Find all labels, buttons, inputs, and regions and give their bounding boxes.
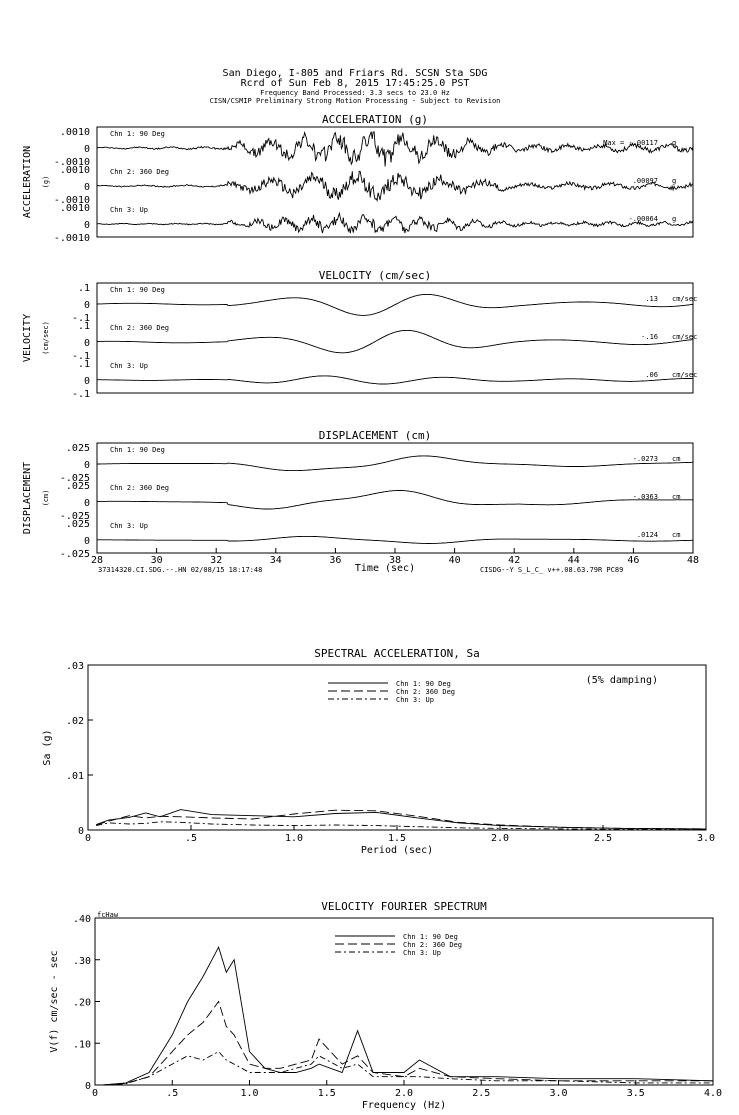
panel-yunit: (cm) <box>42 489 50 507</box>
y-tick-label: .20 <box>72 997 91 1009</box>
legend-label: Chn 3: Up <box>396 696 434 704</box>
x-tick-label: 32 <box>210 555 223 566</box>
tick-label: -.025 <box>59 473 90 484</box>
x-tick-label: 46 <box>627 555 640 566</box>
x-tick-label: 3.0 <box>549 1088 568 1099</box>
tick-label: .1 <box>77 359 90 370</box>
tick-label: 0 <box>83 144 90 155</box>
panel-title: VELOCITY (cm/sec) <box>318 269 432 282</box>
tick-label: .1 <box>77 283 90 294</box>
x-tick-label: 38 <box>388 555 402 566</box>
y-tick-label: .40 <box>72 914 91 925</box>
panel-ylabel: VELOCITY <box>22 313 33 363</box>
x-tick-label: 1.0 <box>240 1088 259 1099</box>
unit-label: cm <box>672 493 681 501</box>
x-tick-label: 0 <box>91 1088 99 1099</box>
panel-ylabel: ACCELERATION <box>22 145 33 219</box>
unit-label: cm <box>672 455 681 463</box>
chart-title: SPECTRAL ACCELERATION, Sa <box>314 647 480 660</box>
channel-trace <box>97 132 693 167</box>
time-series-panel <box>22 113 693 244</box>
panel-ylabel: DISPLACEMENT <box>22 461 33 535</box>
unit-label: cm/sec <box>672 295 698 303</box>
max-value-label: -.16 <box>641 333 658 341</box>
channel-trace <box>97 330 693 352</box>
legend-label: Chn 2: 360 Deg <box>396 688 456 696</box>
tick-label: .0010 <box>59 165 90 176</box>
footer-left: 37314320.CI.SDG.--.HN 02/08/15 18:17:48 <box>98 566 263 574</box>
channel-trace <box>97 491 693 510</box>
channel-label: Chn 1: 90 Deg <box>110 446 165 454</box>
tick-label: 0 <box>83 338 90 349</box>
max-value-label: .06 <box>645 371 658 379</box>
x-tick-label: 2.5 <box>472 1088 491 1099</box>
channel-trace <box>97 456 693 471</box>
x-tick-label: 0 <box>84 833 92 844</box>
max-value-label: -.0363 <box>632 493 658 501</box>
x-tick-label: 30 <box>150 555 163 566</box>
x-axis-label: Time (sec) <box>354 563 416 574</box>
tick-label: 0 <box>83 300 90 311</box>
x-tick-label: 1.5 <box>387 833 407 844</box>
channel-label: Chn 1: 90 Deg <box>110 286 165 294</box>
x-tick-label: 34 <box>269 555 282 566</box>
channel-trace <box>97 213 693 233</box>
legend-label: Chn 1: 90 Deg <box>396 680 451 688</box>
series-line <box>103 947 713 1085</box>
unit-label: cm/sec <box>672 333 698 341</box>
time-series-panel <box>22 429 699 574</box>
x-tick-label: 4.0 <box>703 1088 723 1099</box>
time-series-panels <box>22 113 699 574</box>
channel-label: Chn 1: 90 Deg <box>110 130 165 138</box>
legend-label: Chn 1: 90 Deg <box>403 933 458 941</box>
unit-label: g <box>672 139 677 147</box>
series-line <box>103 1052 713 1085</box>
header-line-1: San Diego, I-805 and Friars Rd. SCSN Sta SDG <box>222 68 488 79</box>
legend-label: Chn 3: Up <box>403 949 441 957</box>
max-value-label: .13 <box>645 295 658 303</box>
x-axis-label: Frequency (Hz) <box>361 1100 447 1111</box>
max-value-label: .00097 <box>632 177 658 185</box>
tick-label: -.025 <box>59 549 90 560</box>
channel-label: Chn 3: Up <box>110 522 148 530</box>
tick-label: -.1 <box>71 389 90 400</box>
series-line <box>96 810 706 829</box>
channel-label: Chn 2: 360 Deg <box>110 168 170 176</box>
x-tick-label: 40 <box>448 555 461 566</box>
unit-label: g <box>672 177 677 185</box>
y-tick-label: .01 <box>65 771 84 782</box>
y-tick-label: .30 <box>72 955 91 967</box>
x-tick-label: 1.0 <box>284 833 304 844</box>
header-line-2: Rcrd of Sun Feb 8, 2015 17:45:25.0 PST <box>240 78 470 89</box>
channel-trace <box>97 171 693 200</box>
x-tick-label: 2.0 <box>394 1088 414 1099</box>
y-tick-label: 0 <box>84 1081 91 1092</box>
channel-trace <box>97 294 693 315</box>
header-line-3: Frequency Band Processed: 3.3 secs to 23.0 Hz <box>260 89 450 97</box>
channel-label: Chn 3: Up <box>110 362 148 370</box>
unit-label: cm <box>672 531 681 539</box>
series-line <box>96 810 706 829</box>
spectral-acceleration-chart <box>42 647 715 856</box>
tick-label: .025 <box>65 443 90 454</box>
tick-label: -.0010 <box>53 157 90 168</box>
tick-label: .025 <box>65 481 90 492</box>
channel-trace <box>97 376 693 384</box>
y-tick-label: .10 <box>72 1039 91 1051</box>
tick-label: -.1 <box>71 351 90 362</box>
panel-frame <box>97 283 693 393</box>
panel-yunit: (g) <box>42 175 50 189</box>
time-series-panel <box>22 269 697 400</box>
panel-title: DISPLACEMENT (cm) <box>318 429 432 442</box>
legend-label: Chn 2: 360 Deg <box>403 941 463 949</box>
tick-label: .1 <box>77 321 90 332</box>
max-value-label: Max = -.00117 <box>603 139 658 147</box>
x-axis-label: Period (sec) <box>360 845 434 856</box>
y-axis-label: Sa (g) <box>42 729 53 766</box>
tick-label: 0 <box>83 498 90 509</box>
header-line-4: CISN/CSMIP Preliminary Strong Motion Processing - Subject to Revision <box>209 97 501 105</box>
max-value-label: .0124 <box>636 531 658 539</box>
x-tick-label: 36 <box>329 555 342 566</box>
tick-label: .0010 <box>59 203 90 214</box>
panel-title: ACCELERATION (g) <box>322 113 428 126</box>
x-tick-label: 1.5 <box>317 1088 336 1099</box>
tick-label: .025 <box>65 519 90 530</box>
x-tick-label: 48 <box>686 555 700 566</box>
y-tick-label: 0 <box>77 826 84 837</box>
tick-label: 0 <box>83 536 90 547</box>
x-tick-label: 44 <box>567 555 580 566</box>
tick-label: .0010 <box>59 127 90 138</box>
tick-label: 0 <box>83 460 90 471</box>
x-tick-label: 3.0 <box>696 833 716 844</box>
tick-label: -.1 <box>71 313 90 324</box>
tick-label: 0 <box>83 182 90 193</box>
unit-label: g <box>672 215 677 223</box>
x-tick-label: .5 <box>166 1088 179 1099</box>
x-tick-label: 42 <box>508 555 521 566</box>
chart-title: VELOCITY FOURIER SPECTRUM <box>321 900 487 913</box>
tick-label: -.0010 <box>53 195 90 206</box>
tick-label: 0 <box>83 220 90 231</box>
channel-label: Chn 2: 360 Deg <box>110 484 170 492</box>
channel-label: Chn 3: Up <box>110 206 148 214</box>
channel-trace <box>97 536 693 543</box>
panel-yunit: (cm/sec) <box>42 321 50 355</box>
corner-annotation: fcHaw <box>97 911 119 919</box>
max-value-label: -.0273 <box>632 455 658 463</box>
series-line <box>103 1002 713 1086</box>
x-tick-label: 28 <box>90 555 104 566</box>
y-axis-label: V(f) cm/sec - sec <box>49 950 60 1053</box>
tick-label: -.025 <box>59 511 90 522</box>
footer-right: CISDG--Y S_L_C_ v++.08.63.79R PC89 <box>480 566 624 574</box>
max-value-label: -.00064 <box>628 215 658 223</box>
y-tick-label: .03 <box>65 661 84 672</box>
y-tick-label: .02 <box>65 716 84 727</box>
x-tick-label: 3.5 <box>626 1088 645 1099</box>
damping-annotation: (5% damping) <box>585 675 658 686</box>
x-tick-label: 2.0 <box>490 833 510 844</box>
channel-label: Chn 2: 360 Deg <box>110 324 170 332</box>
tick-label: 0 <box>83 376 90 387</box>
unit-label: cm/sec <box>672 371 698 379</box>
tick-label: -.0010 <box>53 233 90 244</box>
x-tick-label: 2.5 <box>593 833 613 844</box>
x-tick-label: .5 <box>184 833 198 844</box>
velocity-fourier-spectrum-chart <box>49 900 722 1111</box>
